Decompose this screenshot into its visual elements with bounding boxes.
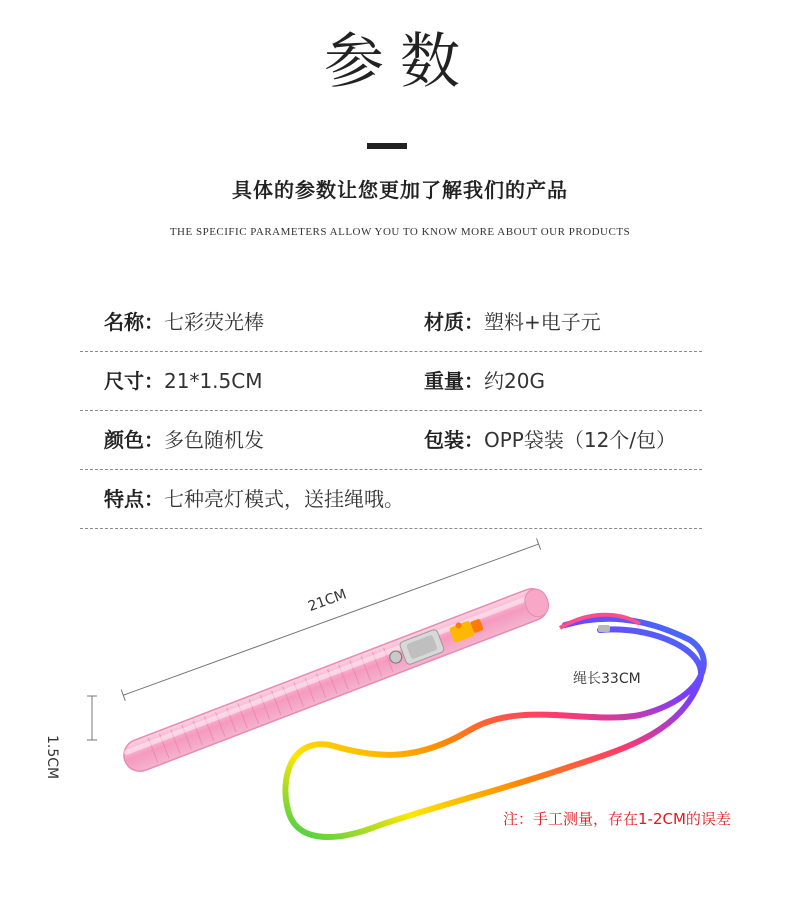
spec-package-label: 包装： xyxy=(424,428,484,452)
spec-weight-value: 约20G xyxy=(484,369,545,393)
page-title: 参数 xyxy=(324,27,476,97)
diameter-label: 1.5CM xyxy=(44,735,60,780)
lanyard-rope xyxy=(285,615,703,837)
subtitle-english: THE SPECIFIC PARAMETERS ALLOW YOU TO KNOW MORE ABOUT OUR PRODUCTS xyxy=(169,226,631,238)
spec-feature-value: 七种亮灯模式，送挂绳哦。 xyxy=(164,487,404,511)
spec-size-value: 21*1.5CM xyxy=(164,369,263,393)
length-label: 21CM xyxy=(306,586,349,616)
rope-clip xyxy=(598,625,610,632)
spec-color-label: 颜色： xyxy=(104,428,164,452)
measurement-note: 注：手工测量，存在1-2CM的误差 xyxy=(503,810,731,828)
spec-weight-label: 重量： xyxy=(424,369,484,393)
spec-color-value: 多色随机发 xyxy=(164,428,264,452)
spec-material-label: 材质： xyxy=(424,310,484,334)
subtitle-chinese: 具体的参数让您更加了解我们的产品 xyxy=(232,178,568,202)
spec-size-label: 尺寸： xyxy=(104,369,164,393)
rope-length-label: 绳长33CM xyxy=(573,671,641,687)
spec-feature-label: 特点： xyxy=(104,487,164,511)
spec-name-value: 七彩荧光棒 xyxy=(164,310,264,334)
diameter-dimension xyxy=(87,696,97,740)
spec-name-label: 名称： xyxy=(104,310,164,334)
spec-package-value: OPP袋装（12个/包） xyxy=(484,428,677,452)
spec-material-value: 塑料+电子元 xyxy=(484,310,601,334)
